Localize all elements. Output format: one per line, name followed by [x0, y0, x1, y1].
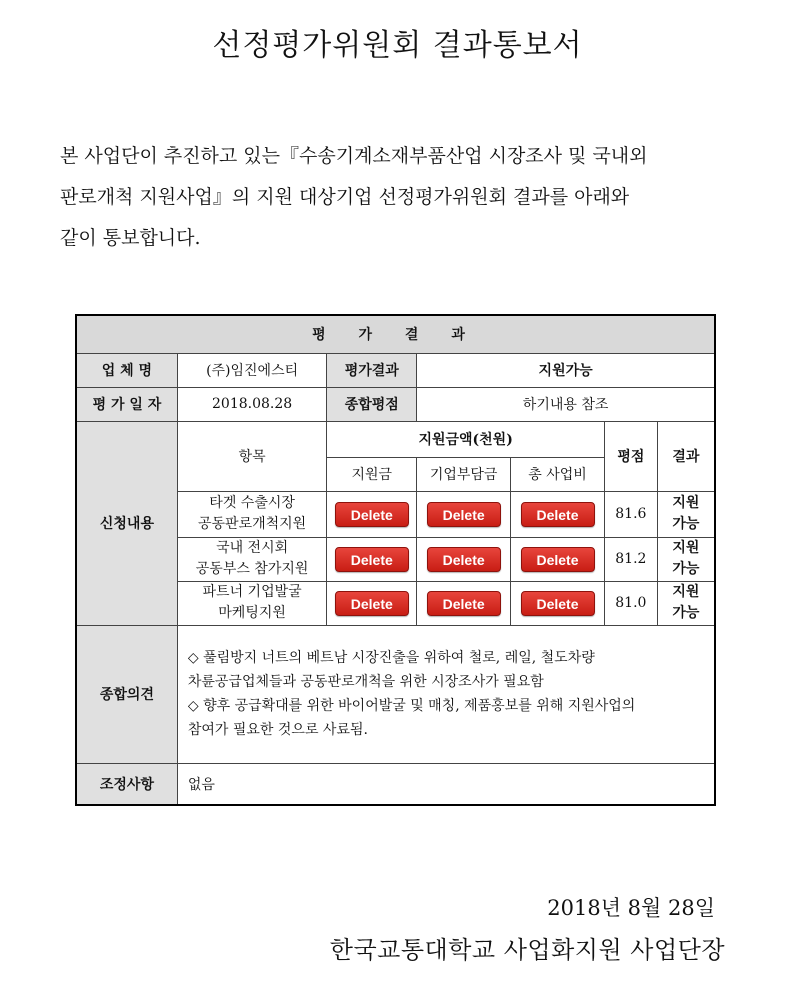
footer-date: 2018년 8월 28일 [547, 896, 715, 920]
date-value: 2018.08.28 [177, 387, 326, 421]
outcome-line-1: 지원 [672, 540, 700, 556]
outcome-header: 결과 [657, 421, 715, 491]
total-cost-header: 총 사업비 [511, 457, 605, 491]
company-label: 업 체 명 [76, 353, 177, 387]
delete-total-cost-button[interactable]: Delete [521, 547, 595, 572]
delete-support-button[interactable]: Delete [335, 502, 409, 527]
outcome-line-1: 지원 [672, 584, 700, 600]
item-line-1: 파트너 기업발굴 [202, 584, 302, 600]
opinion-line-4: 참여가 필요한 것으로 사료됨. [187, 722, 368, 738]
delete-company-burden-button[interactable]: Delete [427, 591, 501, 616]
item-line-1: 국내 전시회 [216, 540, 289, 556]
intro-paragraph [60, 136, 730, 259]
score-cell: 81.0 [604, 581, 657, 625]
intro-line-3: 같이 통보합니다. [60, 227, 201, 249]
footer-organization: 한국교통대학교 사업화지원 사업단장 [329, 936, 725, 964]
item-cell [177, 581, 326, 625]
date-label: 평 가 일 자 [76, 387, 177, 421]
item-line-2: 공동부스 참가지원 [195, 561, 309, 577]
delete-company-burden-button[interactable]: Delete [427, 502, 501, 527]
amount-header: 지원금액(천원) [327, 421, 605, 457]
delete-support-button[interactable]: Delete [335, 591, 409, 616]
adjustment-value: 없음 [177, 763, 715, 805]
score-header: 평점 [604, 421, 657, 491]
table-header: 평 가 결 과 [76, 315, 715, 353]
item-line-1: 타겟 수출시장 [209, 495, 295, 511]
support-amount-header: 지원금 [327, 457, 417, 491]
delete-support-button[interactable]: Delete [335, 547, 409, 572]
opinion-line-2: 차륜공급업체들과 공동판로개척을 위한 시장조사가 필요함 [187, 674, 544, 690]
company-burden-header: 기업부담금 [417, 457, 511, 491]
outcome-cell [657, 581, 715, 625]
delete-total-cost-button[interactable]: Delete [521, 591, 595, 616]
score-cell: 81.2 [604, 537, 657, 581]
outcome-line-1: 지원 [672, 495, 700, 511]
outcome-line-2: 가능 [672, 605, 700, 621]
apply-content-label: 신청내용 [76, 421, 177, 625]
delete-total-cost-button[interactable]: Delete [521, 502, 595, 527]
intro-line-1: 본 사업단이 추진하고 있는『수송기계소재부품산업 시장조사 및 국내외 [60, 145, 648, 167]
item-cell [177, 537, 326, 581]
item-line-2: 공동판로개척지원 [198, 516, 307, 532]
outcome-line-2: 가능 [672, 516, 700, 532]
result-value: 지원가능 [417, 353, 715, 387]
total-score-label: 종합평점 [327, 387, 417, 421]
opinion-line-1: ◇ 풀림방지 너트의 베트남 시장진출을 위하여 철로, 레일, 철도차량 [187, 650, 595, 666]
item-cell [177, 491, 326, 537]
company-value: (주)임진에스티 [177, 353, 326, 387]
document-title: 선정평가위원회 결과통보서 [212, 28, 583, 63]
total-score-value: 하기내용 참조 [417, 387, 715, 421]
item-line-2: 마케팅지원 [218, 605, 286, 621]
outcome-cell [657, 537, 715, 581]
opinion-text [177, 625, 715, 763]
intro-line-2: 판로개척 지원사업』의 지원 대상기업 선정평가위원회 결과를 아래와 [60, 186, 630, 208]
opinion-label: 종합의견 [76, 625, 177, 763]
result-label: 평가결과 [327, 353, 417, 387]
evaluation-result-table [75, 314, 716, 806]
score-cell: 81.6 [604, 491, 657, 537]
item-header: 항목 [177, 421, 326, 491]
opinion-line-3: ◇ 향후 공급확대를 위한 바이어발굴 및 매칭, 제품홍보를 위해 지원사업의 [187, 698, 636, 714]
outcome-line-2: 가능 [672, 561, 700, 577]
adjustment-label: 조정사항 [76, 763, 177, 805]
delete-company-burden-button[interactable]: Delete [427, 547, 501, 572]
outcome-cell [657, 491, 715, 537]
